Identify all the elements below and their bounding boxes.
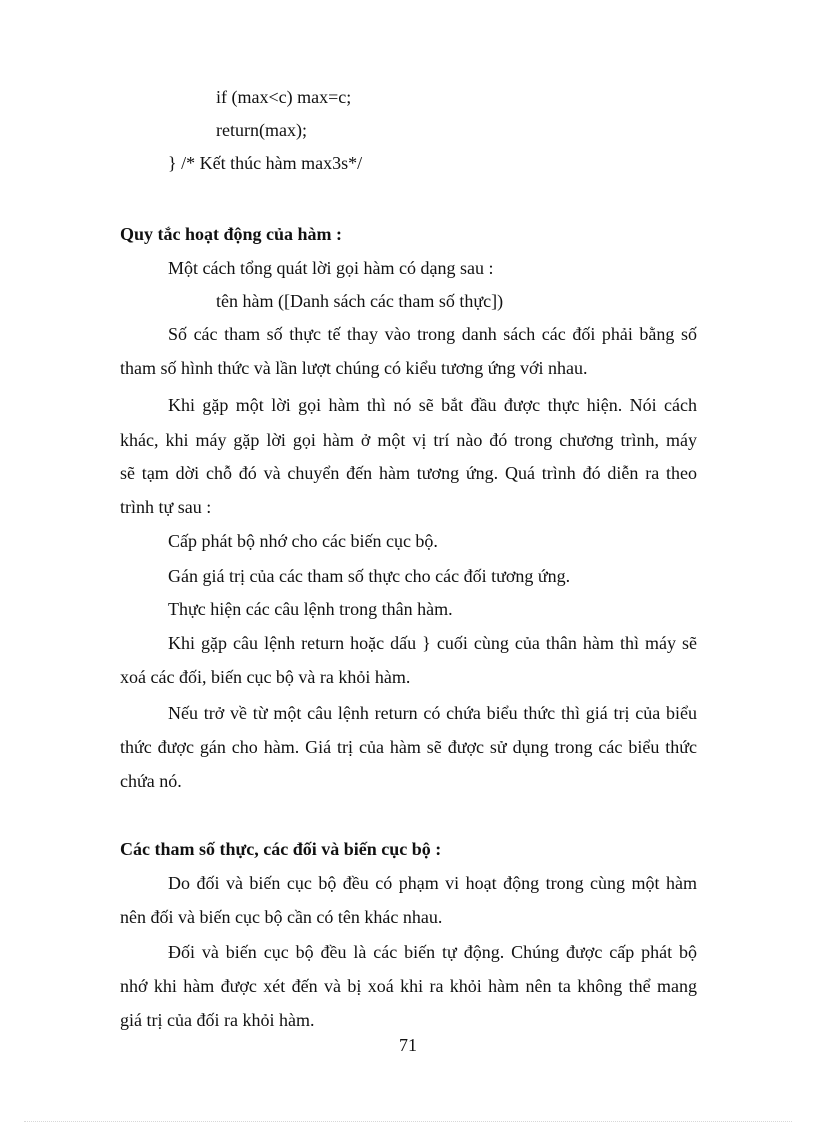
code-line-1: if (max<c) max=c; (216, 87, 352, 107)
page-number: 71 (399, 1035, 417, 1055)
step-line: Gán giá trị của các tham số thực cho các đối tương ứng. (168, 566, 571, 586)
paragraph-line: Khi gặp một lời gọi hàm thì nó sẽ bắt đầu được thực hiện. Nói cách (168, 395, 697, 415)
paragraph-line: chứa nó. (120, 771, 182, 791)
paragraph-line: xoá các đối, biến cục bộ và ra khỏi hàm. (120, 667, 411, 687)
step-line: Thực hiện các câu lệnh trong thân hàm. (168, 599, 453, 619)
code-line-3: } /* Kết thúc hàm max3s*/ (168, 153, 363, 173)
code-line-2: return(max); (216, 120, 307, 140)
paragraph-line: nhớ khi hàm được xét đến và bị xoá khi ra khỏi hàm nên ta không thể mang (120, 976, 697, 996)
paragraph-line: trình tự sau : (120, 497, 212, 517)
step-line: Cấp phát bộ nhớ cho các biến cục bộ. (168, 531, 438, 551)
paragraph-line: Nếu trở về từ một câu lệnh return có chứa biểu thức thì giá trị của biểu (168, 703, 697, 723)
paragraph-line: Do đối và biến cục bộ đều có phạm vi hoạt động trong cùng một hàm (168, 873, 697, 893)
paragraph-line: sẽ tạm dời chỗ đó và chuyển đến hàm tương ứng. Quá trình đó diễn ra theo (120, 463, 697, 483)
syntax-line: tên hàm ([Danh sách các tham số thực]) (216, 291, 504, 311)
section-heading-params-locals: Các tham số thực, các đối và biến cục bộ : (120, 839, 442, 859)
paragraph-line: tham số hình thức và lần lượt chúng có kiểu tương ứng với nhau. (120, 358, 588, 378)
paragraph-line: giá trị của đối ra khỏi hàm. (120, 1010, 315, 1030)
paragraph-line: thức được gán cho hàm. Giá trị của hàm sẽ được sử dụng trong các biểu thức (120, 737, 697, 757)
paragraph-line: nên đối và biến cục bộ cần có tên khác nhau. (120, 907, 443, 927)
paragraph-line: khác, khi máy gặp lời gọi hàm ở một vị trí nào đó trong chương trình, máy (120, 430, 697, 450)
paragraph-line: Đối và biến cục bộ đều là các biến tự động. Chúng được cấp phát bộ (168, 942, 697, 962)
paragraph-line: Một cách tổng quát lời gọi hàm có dạng sau : (168, 258, 494, 278)
section-heading-function-rules: Quy tắc hoạt động của hàm : (120, 224, 343, 244)
page-bottom-rule (24, 1121, 792, 1122)
paragraph-line: Khi gặp câu lệnh return hoặc dấu } cuối cùng của thân hàm thì máy sẽ (168, 633, 697, 653)
paragraph-line: Số các tham số thực tế thay vào trong danh sách các đối phải bằng số (168, 324, 697, 344)
